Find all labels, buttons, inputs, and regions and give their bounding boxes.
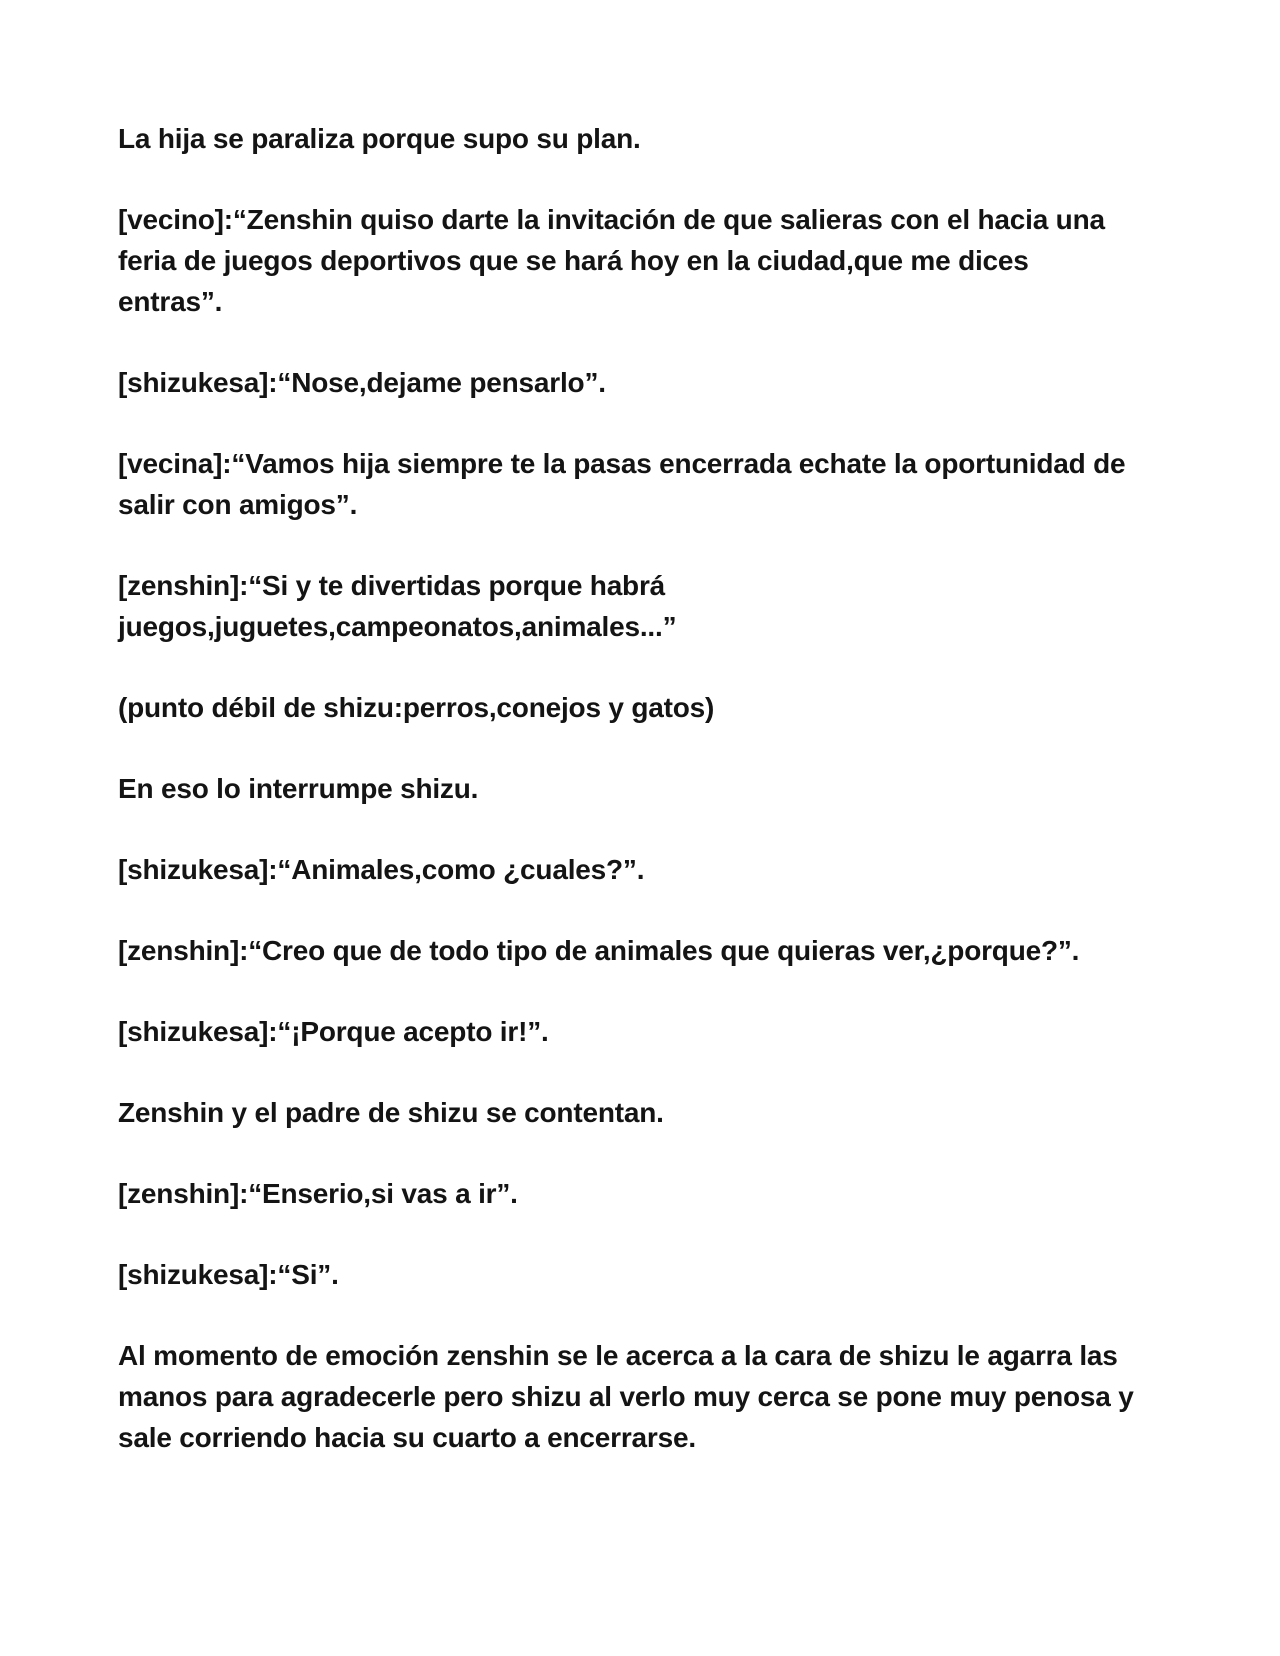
paragraph-dialogue-shizukesa-4: [shizukesa]:“Si”.: [118, 1259, 339, 1290]
paragraph-aside: (punto débil de shizu:perros,conejos y gatos): [118, 692, 715, 723]
document-body: [118, 118, 1168, 1498]
paragraph-dialogue-zenshin-3: [zenshin]:“Enserio,si vas a ir”.: [118, 1178, 518, 1209]
paragraph-narration-4: Al momento de emoción zenshin se le acerca a la cara de shizu le agarra las manos para agradecerle pero shizu al verlo muy cerca se pone muy penosa y sale corriendo hacia su cuarto a encerrarse.: [118, 1340, 1134, 1453]
paragraph-dialogue-shizukesa-2: [shizukesa]:“Animales,como ¿cuales?”.: [118, 854, 645, 885]
paragraph-dialogue-vecino: [vecino]:“Zenshin quiso darte la invitación de que salieras con el hacia una feria de juegos deportivos que se hará hoy en la ciudad,que me dices entras”.: [118, 204, 1105, 317]
paragraph-dialogue-shizukesa-1: [shizukesa]:“Nose,dejame pensarlo”.: [118, 367, 606, 398]
paragraph-narration-3: Zenshin y el padre de shizu se contentan.: [118, 1097, 664, 1128]
paragraph-dialogue-shizukesa-3: [shizukesa]:“¡Porque acepto ir!”.: [118, 1016, 549, 1047]
paragraph-dialogue-vecina: [vecina]:“Vamos hija siempre te la pasas encerrada echate la oportunidad de salir con amigos”.: [118, 448, 1126, 520]
paragraph-dialogue-zenshin-2: [zenshin]:“Creo que de todo tipo de animales que quieras ver,¿porque?”.: [118, 935, 1080, 966]
paragraph-narration-2: En eso lo interrumpe shizu.: [118, 773, 479, 804]
paragraph-dialogue-zenshin-1: [zenshin]:“Si y te divertidas porque habrá juegos,juguetes,campeonatos,animales...”: [118, 570, 677, 642]
paragraph-narration-1: La hija se paraliza porque supo su plan.: [118, 123, 641, 154]
